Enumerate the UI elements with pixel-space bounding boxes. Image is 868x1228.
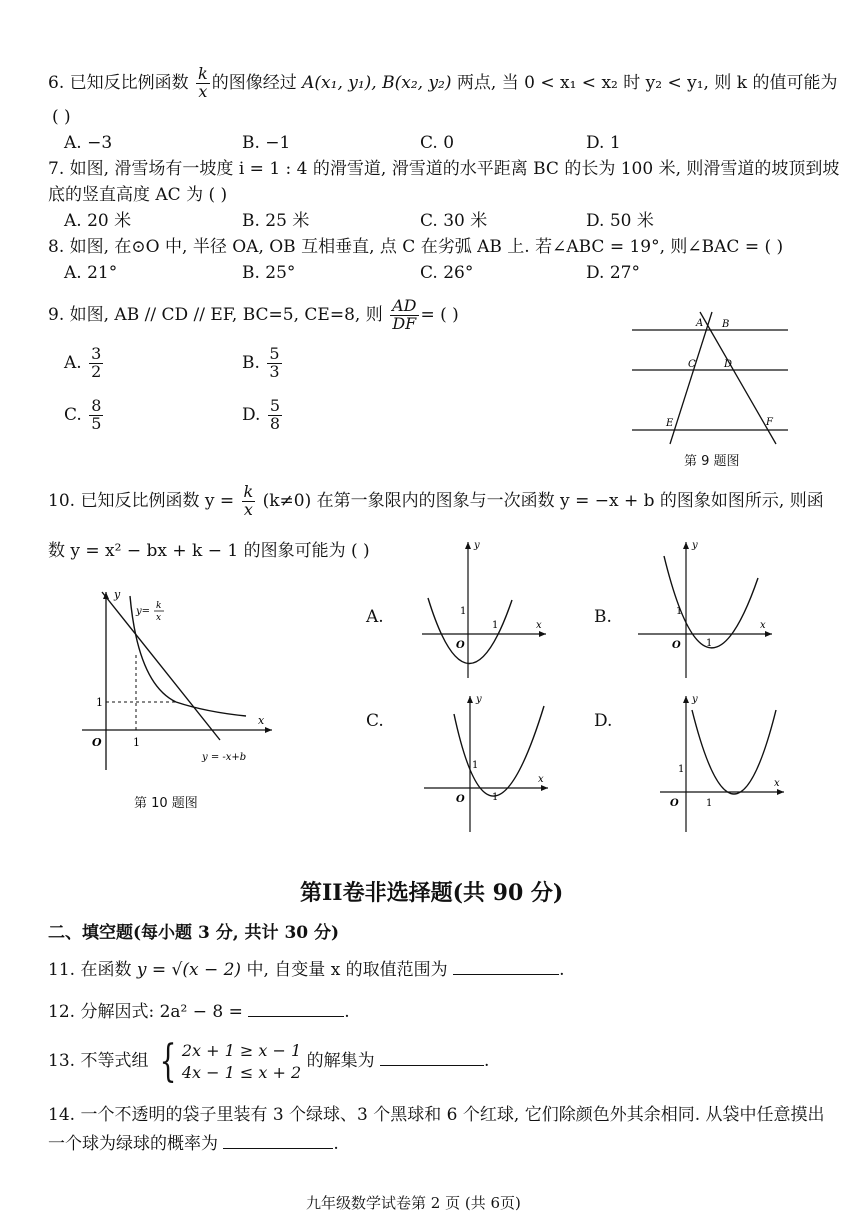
q6-paren: ( )	[52, 107, 71, 127]
svg-text:y: y	[692, 540, 698, 551]
q10-option-a-graph	[418, 538, 552, 684]
q6-option-c: C. 0	[420, 133, 455, 153]
q9-fraction: $\frac{AD}{DF}$	[392, 296, 417, 333]
svg-text:1: 1	[678, 764, 685, 775]
q8-option-c: C. 26°	[420, 263, 474, 283]
q13-prefix: 13. 不等式组	[48, 1051, 149, 1071]
q11-suffix: 中, 自变量 x 的取值范围为	[246, 960, 448, 980]
q11-prefix: 11. 在函数	[48, 960, 132, 980]
q6-line1	[48, 66, 837, 101]
q10-origin: O	[92, 736, 102, 749]
q12-line: 12. 分解因式: 2a² − 8 = .	[48, 1002, 350, 1022]
q10-curve-label: y=	[136, 606, 151, 617]
svg-text:y: y	[692, 694, 698, 705]
q10-line-label: y = -x+b	[202, 752, 247, 763]
svg-text:x: x	[538, 774, 544, 785]
q10-axis-y: y	[114, 588, 121, 601]
q9-label-b: B	[722, 319, 730, 330]
q13-answer-blank[interactable]	[380, 1049, 484, 1066]
q10-line2: 数 y = x² − bx + k − 1 的图象可能为 ( )	[48, 541, 370, 561]
q12-prefix: 12. 分解因式: 2a² − 8 =	[48, 1002, 243, 1022]
svg-text:1: 1	[460, 606, 467, 617]
svg-text:y: y	[474, 540, 480, 551]
q10-prefix: 10. 已知反比例函数 y =	[48, 490, 235, 511]
q7-option-b: B. 25 米	[242, 211, 310, 231]
svg-text:k: k	[156, 601, 162, 611]
q10-option-d-label: D.	[594, 711, 613, 731]
q8-option-b: B. 25°	[242, 263, 296, 283]
q7-option-c: C. 30 米	[420, 211, 488, 231]
q9-label-f: F	[766, 417, 773, 428]
q9-option-a: A. $\frac{3}{2}$	[64, 344, 102, 381]
q10-x-one: 1	[133, 736, 140, 749]
q6-mid: 的图像经过	[211, 72, 297, 93]
section-2-title: 第II卷非选择题(共 90 分)	[300, 880, 564, 906]
q10-figure	[76, 584, 286, 774]
q7-line2: 底的竖直高度 AC 为 ( )	[48, 185, 228, 205]
svg-text:x: x	[156, 613, 162, 623]
q10-option-d-graph	[656, 692, 790, 838]
q6-prefix: 6. 已知反比例函数	[48, 72, 189, 93]
q10-figure-caption: 第 10 题图	[134, 796, 198, 811]
page-footer: 九年级数学试卷第 2 页 (共 6页)	[306, 1194, 521, 1212]
q6-fraction: $\frac{k}{x}$	[198, 64, 208, 101]
q9-label-d: D	[724, 359, 733, 370]
svg-text:x: x	[774, 778, 780, 789]
q7-line1: 7. 如图, 滑雪场有一坡度 i = 1 : 4 的滑雪道, 滑雪道的水平距离 BC 的长为 100 米, 则滑雪道的坡顶到坡	[48, 159, 840, 179]
q9-label-a: A	[696, 318, 704, 329]
q6-cond: 两点, 当 0 < x₁ < x₂ 时 y₂ < y₁, 则 k 的值可能为	[456, 72, 838, 93]
q13-suffix: 的解集为	[306, 1051, 375, 1071]
q10-option-a-label: A.	[366, 607, 384, 627]
q6-option-a: A. −3	[64, 133, 113, 153]
q13-line: 13. 不等式组 { 2x + 1 ≥ x − 1 4x − 1 ≤ x + 2 的解集为 .	[48, 1035, 490, 1087]
svg-text:x: x	[536, 620, 542, 631]
q9-option-c: C. $\frac{8}{5}$	[64, 396, 102, 433]
q10-axis-x: x	[258, 714, 265, 727]
svg-text:O: O	[672, 640, 681, 651]
q10-suffix: (k≠0) 在第一象限内的图象与一次函数 y = −x + b 的图象如图所示, 则函	[262, 490, 824, 511]
svg-text:O: O	[456, 794, 465, 805]
q6-option-b: B. −1	[242, 133, 291, 153]
q8-option-d: D. 27°	[586, 263, 640, 283]
q10-y-one: 1	[96, 696, 103, 709]
q10-option-c-label: C.	[366, 711, 384, 731]
q9-option-b: B. $\frac{5}{3}$	[242, 344, 280, 381]
q6-option-d: D. 1	[586, 133, 621, 153]
q11-answer-blank[interactable]	[453, 958, 559, 975]
q9-label-e: E	[666, 418, 674, 429]
q9-label-c: C	[688, 359, 696, 370]
q10-fraction: $\frac{k}{x}$	[243, 482, 254, 519]
q14-line1: 14. 一个不透明的袋子里装有 3 个绿球、3 个黑球和 6 个红球, 它们除颜色外其余相同. 从袋中任意摸出	[48, 1105, 825, 1125]
q8-line1: 8. 如图, 在⊙O 中, 半径 OA, OB 互相垂直, 点 C 在劣弧 AB 上. 若∠ABC = 19°, 则∠BAC = ( )	[48, 237, 784, 257]
svg-text:1: 1	[492, 792, 499, 803]
q13-system: 2x + 1 ≥ x − 1 4x − 1 ≤ x + 2	[181, 1040, 302, 1082]
svg-text:O: O	[670, 798, 679, 809]
q7-option-a: A. 20 米	[64, 211, 132, 231]
q9-option-d: D. $\frac{5}{8}$	[242, 396, 281, 433]
q9-figure-caption: 第 9 题图	[684, 454, 740, 469]
q14-line2: 一个球为绿球的概率为 .	[48, 1134, 339, 1154]
q9-line1	[48, 298, 459, 333]
q11-line: 11. 在函数 y = √(x − 2) 中, 自变量 x 的取值范围为 .	[48, 960, 565, 980]
q8-option-a: A. 21°	[64, 263, 118, 283]
q10-option-b-label: B.	[594, 607, 612, 627]
svg-text:1: 1	[706, 798, 713, 809]
svg-text:1: 1	[706, 638, 713, 649]
q9-suffix: = ( )	[420, 304, 459, 325]
svg-text:y: y	[476, 694, 482, 705]
q7-option-d: D. 50 米	[586, 211, 654, 231]
q11-func: y = √(x − 2)	[136, 960, 242, 980]
q10-option-b-graph	[634, 538, 780, 684]
q6-points: A(x₁, y₁), B(x₂, y₂)	[302, 72, 452, 93]
q14-answer-blank[interactable]	[223, 1132, 333, 1149]
svg-text:1: 1	[676, 606, 683, 617]
fill-in-title: 二、填空题(每小题 3 分, 共计 30 分)	[48, 923, 340, 943]
q10-option-c-graph	[420, 692, 556, 838]
svg-text:1: 1	[492, 620, 499, 631]
svg-text:1: 1	[472, 760, 479, 771]
q9-figure	[630, 306, 800, 446]
q10-line1	[48, 484, 824, 519]
q12-answer-blank[interactable]	[248, 1000, 344, 1017]
q9-prefix: 9. 如图, AB // CD // EF, BC=5, CE=8, 则	[48, 304, 383, 325]
svg-text:x: x	[760, 620, 766, 631]
svg-text:O: O	[456, 640, 465, 651]
